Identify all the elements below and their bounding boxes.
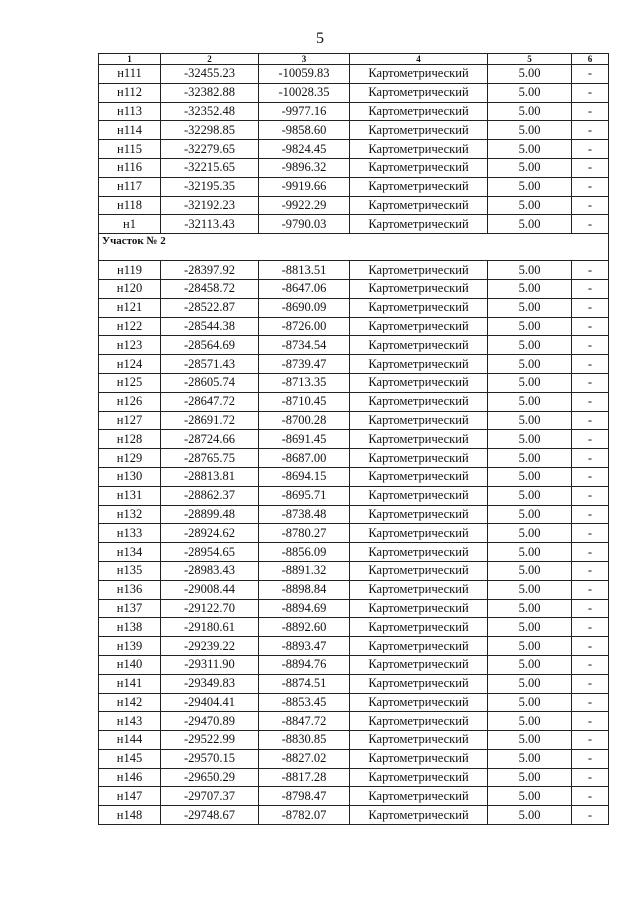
cell-note: - [572, 373, 609, 392]
page-number: 5 [316, 30, 324, 47]
table-row [99, 693, 609, 712]
cell-coord-y: -9790.03 [259, 215, 350, 234]
cell-method: Картометрический [350, 637, 488, 656]
cell-point-id: н124 [99, 355, 161, 374]
cell-note: - [572, 298, 609, 317]
cell-method: Картометрический [350, 449, 488, 468]
cell-point-id: н144 [99, 731, 161, 750]
cell-method: Картометрический [350, 102, 488, 121]
cell-coord-y: -8713.35 [259, 373, 350, 392]
section-spacer [161, 234, 609, 261]
cell-method: Картометрический [350, 317, 488, 336]
cell-note: - [572, 430, 609, 449]
cell-accuracy: 5.00 [488, 524, 572, 543]
cell-method: Картометрический [350, 787, 488, 806]
cell-coord-x: -29239.22 [161, 637, 259, 656]
table-row [99, 731, 609, 750]
cell-coord-y: -8874.51 [259, 674, 350, 693]
cell-point-id: н126 [99, 392, 161, 411]
cell-accuracy: 5.00 [488, 298, 572, 317]
cell-note: - [572, 618, 609, 637]
cell-coord-x: -28605.74 [161, 373, 259, 392]
cell-note: - [572, 177, 609, 196]
cell-coord-x: -29349.83 [161, 674, 259, 693]
cell-point-id: н120 [99, 279, 161, 298]
cell-note: - [572, 121, 609, 140]
cell-note: - [572, 102, 609, 121]
cell-method: Картометрический [350, 674, 488, 693]
cell-note: - [572, 261, 609, 280]
cell-accuracy: 5.00 [488, 599, 572, 618]
cell-coord-y: -8798.47 [259, 787, 350, 806]
cell-accuracy: 5.00 [488, 158, 572, 177]
cell-point-id: н145 [99, 749, 161, 768]
cell-method: Картометрический [350, 373, 488, 392]
cell-method: Картометрический [350, 806, 488, 825]
cell-coord-x: -28564.69 [161, 336, 259, 355]
cell-coord-x: -28691.72 [161, 411, 259, 430]
cell-coord-x: -28954.65 [161, 543, 259, 562]
cell-method: Картометрический [350, 524, 488, 543]
table-row [99, 806, 609, 825]
cell-method: Картометрический [350, 83, 488, 102]
table-row [99, 543, 609, 562]
cell-point-id: н138 [99, 618, 161, 637]
table-row [99, 140, 609, 159]
cell-note: - [572, 787, 609, 806]
cell-method: Картометрический [350, 298, 488, 317]
cell-coord-x: -32352.48 [161, 102, 259, 121]
cell-coord-y: -8734.54 [259, 336, 350, 355]
cell-accuracy: 5.00 [488, 637, 572, 656]
cell-method: Картометрический [350, 177, 488, 196]
cell-coord-x: -28899.48 [161, 505, 259, 524]
cell-method: Картометрический [350, 215, 488, 234]
cell-coord-y: -9858.60 [259, 121, 350, 140]
table-row [99, 561, 609, 580]
table-row [99, 83, 609, 102]
cell-coord-y: -9922.29 [259, 196, 350, 215]
header-cell-5: 5 [488, 54, 572, 65]
cell-accuracy: 5.00 [488, 543, 572, 562]
cell-coord-x: -29122.70 [161, 599, 259, 618]
header-cell-4: 4 [350, 54, 488, 65]
cell-method: Картометрический [350, 749, 488, 768]
section-header-row [99, 234, 609, 261]
cell-coord-y: -8853.45 [259, 693, 350, 712]
cell-point-id: н139 [99, 637, 161, 656]
cell-accuracy: 5.00 [488, 712, 572, 731]
cell-point-id: н123 [99, 336, 161, 355]
cell-accuracy: 5.00 [488, 674, 572, 693]
cell-method: Картометрический [350, 486, 488, 505]
cell-method: Картометрический [350, 543, 488, 562]
cell-coord-x: -32279.65 [161, 140, 259, 159]
cell-point-id: н131 [99, 486, 161, 505]
cell-note: - [572, 336, 609, 355]
cell-coord-y: -8856.09 [259, 543, 350, 562]
cell-accuracy: 5.00 [488, 787, 572, 806]
cell-coord-y: -9919.66 [259, 177, 350, 196]
cell-coord-x: -29522.99 [161, 731, 259, 750]
cell-method: Картометрический [350, 467, 488, 486]
cell-point-id: н135 [99, 561, 161, 580]
cell-method: Картометрический [350, 693, 488, 712]
cell-note: - [572, 712, 609, 731]
cell-point-id: н130 [99, 467, 161, 486]
cell-note: - [572, 768, 609, 787]
cell-accuracy: 5.00 [488, 83, 572, 102]
coordinates-table [98, 53, 609, 825]
cell-note: - [572, 637, 609, 656]
cell-note: - [572, 411, 609, 430]
cell-note: - [572, 65, 609, 84]
cell-point-id: н141 [99, 674, 161, 693]
cell-coord-x: -28924.62 [161, 524, 259, 543]
cell-method: Картометрический [350, 65, 488, 84]
cell-method: Картометрический [350, 261, 488, 280]
header-cell-6: 6 [572, 54, 609, 65]
cell-point-id: н128 [99, 430, 161, 449]
cell-coord-x: -28458.72 [161, 279, 259, 298]
cell-point-id: н148 [99, 806, 161, 825]
cell-note: - [572, 580, 609, 599]
cell-method: Картометрический [350, 140, 488, 159]
cell-method: Картометрический [350, 618, 488, 637]
table-row [99, 599, 609, 618]
table-row [99, 449, 609, 468]
cell-method: Картометрический [350, 599, 488, 618]
cell-accuracy: 5.00 [488, 505, 572, 524]
cell-method: Картометрический [350, 712, 488, 731]
table-body [99, 65, 609, 825]
cell-coord-y: -8892.60 [259, 618, 350, 637]
table-row [99, 261, 609, 280]
cell-coord-y: -8687.00 [259, 449, 350, 468]
cell-coord-x: -28862.37 [161, 486, 259, 505]
table-row [99, 486, 609, 505]
table-row [99, 298, 609, 317]
cell-point-id: н113 [99, 102, 161, 121]
cell-coord-x: -29311.90 [161, 655, 259, 674]
cell-accuracy: 5.00 [488, 486, 572, 505]
cell-coord-x: -29470.89 [161, 712, 259, 731]
cell-coord-y: -8813.51 [259, 261, 350, 280]
table-row [99, 637, 609, 656]
cell-coord-y: -9896.32 [259, 158, 350, 177]
cell-note: - [572, 317, 609, 336]
table-row [99, 505, 609, 524]
table-row [99, 65, 609, 84]
cell-method: Картометрический [350, 561, 488, 580]
cell-coord-y: -8893.47 [259, 637, 350, 656]
cell-point-id: н121 [99, 298, 161, 317]
cell-note: - [572, 467, 609, 486]
cell-accuracy: 5.00 [488, 749, 572, 768]
cell-coord-x: -28983.43 [161, 561, 259, 580]
header-row [99, 54, 609, 65]
cell-coord-y: -8738.48 [259, 505, 350, 524]
cell-coord-x: -28813.81 [161, 467, 259, 486]
cell-note: - [572, 196, 609, 215]
cell-note: - [572, 158, 609, 177]
cell-method: Картометрический [350, 768, 488, 787]
cell-point-id: н143 [99, 712, 161, 731]
cell-coord-x: -28571.43 [161, 355, 259, 374]
table-row [99, 580, 609, 599]
cell-point-id: н125 [99, 373, 161, 392]
cell-note: - [572, 731, 609, 750]
cell-coord-y: -9977.16 [259, 102, 350, 121]
cell-accuracy: 5.00 [488, 355, 572, 374]
cell-note: - [572, 655, 609, 674]
cell-accuracy: 5.00 [488, 430, 572, 449]
cell-coord-y: -8894.76 [259, 655, 350, 674]
table-row [99, 674, 609, 693]
cell-point-id: н122 [99, 317, 161, 336]
cell-coord-y: -8780.27 [259, 524, 350, 543]
cell-point-id: н129 [99, 449, 161, 468]
cell-point-id: н127 [99, 411, 161, 430]
cell-coord-y: -8647.06 [259, 279, 350, 298]
cell-coord-y: -8827.02 [259, 749, 350, 768]
table-row [99, 749, 609, 768]
cell-note: - [572, 140, 609, 159]
cell-accuracy: 5.00 [488, 449, 572, 468]
cell-coord-x: -28765.75 [161, 449, 259, 468]
cell-method: Картометрический [350, 655, 488, 674]
cell-coord-x: -29570.15 [161, 749, 259, 768]
cell-accuracy: 5.00 [488, 140, 572, 159]
cell-coord-y: -8710.45 [259, 392, 350, 411]
cell-point-id: н118 [99, 196, 161, 215]
cell-method: Картометрический [350, 430, 488, 449]
cell-coord-x: -32382.88 [161, 83, 259, 102]
cell-method: Картометрический [350, 121, 488, 140]
cell-accuracy: 5.00 [488, 655, 572, 674]
cell-point-id: н117 [99, 177, 161, 196]
table-row [99, 467, 609, 486]
cell-coord-x: -32192.23 [161, 196, 259, 215]
cell-coord-y: -8898.84 [259, 580, 350, 599]
cell-method: Картометрический [350, 505, 488, 524]
cell-accuracy: 5.00 [488, 618, 572, 637]
cell-coord-y: -8739.47 [259, 355, 350, 374]
cell-coord-y: -8830.85 [259, 731, 350, 750]
cell-point-id: н115 [99, 140, 161, 159]
cell-coord-x: -32113.43 [161, 215, 259, 234]
cell-accuracy: 5.00 [488, 768, 572, 787]
cell-note: - [572, 674, 609, 693]
cell-method: Картометрический [350, 355, 488, 374]
cell-point-id: н119 [99, 261, 161, 280]
cell-coord-y: -8695.71 [259, 486, 350, 505]
cell-coord-x: -29180.61 [161, 618, 259, 637]
cell-coord-x: -28522.87 [161, 298, 259, 317]
cell-note: - [572, 749, 609, 768]
cell-note: - [572, 392, 609, 411]
cell-point-id: н146 [99, 768, 161, 787]
cell-point-id: н114 [99, 121, 161, 140]
table-row [99, 177, 609, 196]
cell-point-id: н147 [99, 787, 161, 806]
cell-method: Картометрический [350, 731, 488, 750]
table-row [99, 102, 609, 121]
cell-accuracy: 5.00 [488, 731, 572, 750]
cell-accuracy: 5.00 [488, 215, 572, 234]
cell-accuracy: 5.00 [488, 177, 572, 196]
table-row [99, 712, 609, 731]
cell-coord-y: -8691.45 [259, 430, 350, 449]
table-row [99, 392, 609, 411]
cell-accuracy: 5.00 [488, 806, 572, 825]
table-row [99, 618, 609, 637]
table-row [99, 355, 609, 374]
cell-coord-y: -8694.15 [259, 467, 350, 486]
cell-accuracy: 5.00 [488, 121, 572, 140]
cell-note: - [572, 693, 609, 712]
cell-point-id: н137 [99, 599, 161, 618]
cell-coord-x: -29008.44 [161, 580, 259, 599]
table-row [99, 336, 609, 355]
cell-method: Картометрический [350, 158, 488, 177]
table-row [99, 215, 609, 234]
cell-coord-y: -8700.28 [259, 411, 350, 430]
cell-coord-x: -32195.35 [161, 177, 259, 196]
table-row [99, 787, 609, 806]
table-row [99, 317, 609, 336]
table-row [99, 655, 609, 674]
cell-point-id: н132 [99, 505, 161, 524]
cell-coord-y: -8690.09 [259, 298, 350, 317]
cell-coord-x: -28647.72 [161, 392, 259, 411]
header-cell-3: 3 [259, 54, 350, 65]
cell-note: - [572, 279, 609, 298]
cell-coord-x: -29707.37 [161, 787, 259, 806]
table-row [99, 411, 609, 430]
cell-coord-y: -9824.45 [259, 140, 350, 159]
table-row [99, 279, 609, 298]
cell-coord-y: -8817.28 [259, 768, 350, 787]
cell-point-id: н116 [99, 158, 161, 177]
cell-point-id: н133 [99, 524, 161, 543]
cell-accuracy: 5.00 [488, 392, 572, 411]
cell-note: - [572, 599, 609, 618]
cell-coord-y: -8891.32 [259, 561, 350, 580]
cell-coord-y: -10059.83 [259, 65, 350, 84]
cell-accuracy: 5.00 [488, 693, 572, 712]
cell-point-id: н140 [99, 655, 161, 674]
cell-note: - [572, 83, 609, 102]
cell-coord-y: -8726.00 [259, 317, 350, 336]
cell-accuracy: 5.00 [488, 580, 572, 599]
cell-accuracy: 5.00 [488, 467, 572, 486]
cell-method: Картометрический [350, 196, 488, 215]
cell-coord-x: -29748.67 [161, 806, 259, 825]
cell-coord-x: -29650.29 [161, 768, 259, 787]
cell-note: - [572, 486, 609, 505]
table-row [99, 373, 609, 392]
table-row [99, 768, 609, 787]
cell-note: - [572, 806, 609, 825]
cell-note: - [572, 505, 609, 524]
cell-method: Картометрический [350, 336, 488, 355]
cell-coord-x: -32215.65 [161, 158, 259, 177]
cell-coord-y: -8782.07 [259, 806, 350, 825]
cell-note: - [572, 524, 609, 543]
cell-accuracy: 5.00 [488, 261, 572, 280]
cell-coord-x: -28544.38 [161, 317, 259, 336]
cell-accuracy: 5.00 [488, 561, 572, 580]
table-row [99, 121, 609, 140]
cell-coord-x: -28724.66 [161, 430, 259, 449]
cell-accuracy: 5.00 [488, 196, 572, 215]
cell-point-id: н142 [99, 693, 161, 712]
cell-coord-y: -10028.35 [259, 83, 350, 102]
cell-note: - [572, 543, 609, 562]
cell-accuracy: 5.00 [488, 411, 572, 430]
cell-note: - [572, 449, 609, 468]
cell-accuracy: 5.00 [488, 317, 572, 336]
cell-coord-y: -8847.72 [259, 712, 350, 731]
cell-note: - [572, 561, 609, 580]
cell-accuracy: 5.00 [488, 102, 572, 121]
cell-note: - [572, 355, 609, 374]
cell-point-id: н111 [99, 65, 161, 84]
cell-method: Картометрический [350, 279, 488, 298]
cell-accuracy: 5.00 [488, 279, 572, 298]
cell-coord-y: -8894.69 [259, 599, 350, 618]
cell-coord-x: -32298.85 [161, 121, 259, 140]
cell-point-id: н136 [99, 580, 161, 599]
table-row [99, 158, 609, 177]
table-row [99, 196, 609, 215]
cell-note: - [572, 215, 609, 234]
cell-accuracy: 5.00 [488, 65, 572, 84]
header-cell-1: 1 [99, 54, 161, 65]
cell-method: Картометрический [350, 580, 488, 599]
table-row [99, 524, 609, 543]
cell-accuracy: 5.00 [488, 336, 572, 355]
table-row [99, 430, 609, 449]
section-title: Участок № 2 [99, 234, 161, 261]
cell-point-id: н112 [99, 83, 161, 102]
cell-method: Картометрический [350, 392, 488, 411]
cell-coord-x: -29404.41 [161, 693, 259, 712]
cell-point-id: н134 [99, 543, 161, 562]
cell-accuracy: 5.00 [488, 373, 572, 392]
cell-coord-x: -32455.23 [161, 65, 259, 84]
header-cell-2: 2 [161, 54, 259, 65]
cell-coord-x: -28397.92 [161, 261, 259, 280]
cell-method: Картометрический [350, 411, 488, 430]
cell-point-id: н1 [99, 215, 161, 234]
